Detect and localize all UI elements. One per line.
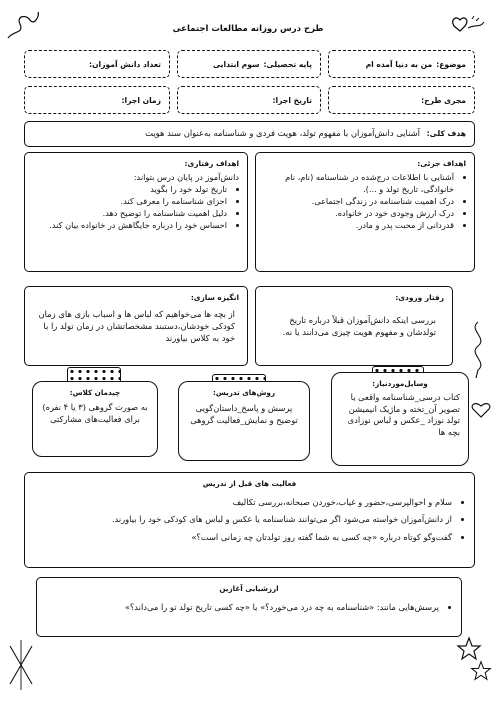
students-count-label: تعداد دانش آموزان: (89, 60, 161, 69)
teacher-label: مجری طرح: (421, 96, 466, 105)
teacher-box (328, 86, 475, 114)
list-item: • تاریخ تولد خود را بگوید (33, 184, 227, 196)
entry-behavior-box (255, 286, 453, 366)
list-item: • پرسش‌هایی مانند: «شناسنامه به چه درد می‌خورد؟» یا «چه کسی تاریخ تولد تو را می‌داند؟» (47, 601, 439, 613)
list-item: • اجزای شناسنامه را معرفی کند. (33, 196, 227, 208)
teaching-methods-text: پرسش و پاسخ_داستان‌گویی توضیح و نمایش_فعالیت گروهی (190, 403, 298, 426)
star-doodle-icon (470, 660, 492, 682)
behavioral-goals-box (24, 152, 248, 272)
time-box (24, 86, 170, 114)
materials-title: وسایل‌موردنیاز: (372, 379, 428, 388)
partial-goals-list (264, 172, 466, 231)
initial-assessment-title: ارزشیابی آغازین (219, 584, 279, 593)
partial-goals-box (255, 152, 475, 272)
pre-activities-list (35, 494, 464, 546)
motivation-text: از بچه ها می‌خواهیم که لباس ها و اسباب بازی های زمان کودکی خودشان،دستبند مشخصاتشان در زمان تولد را با خود به کلاس بیاورند (38, 309, 235, 344)
date-label: تاریخ اجرا: (272, 96, 312, 105)
behavioral-goals-list (33, 184, 239, 232)
grade-label: پایه تحصیلی: (263, 60, 312, 69)
page-title: طرح درس روزانه مطالعات اجتماعی (172, 24, 324, 34)
teaching-methods-title: روش‌های تدریس: (212, 388, 276, 397)
pre-activities-box (24, 472, 475, 568)
swirl-doodle-icon (466, 320, 490, 380)
date-box (177, 86, 321, 114)
heart-doodle-icon (470, 400, 492, 420)
list-item: • احساس خود را درباره جایگاهش در خانواده بیان کند. (33, 220, 227, 232)
list-item: • آشنایی با اطلاعات درج‌شده در شناسنامه (نام، نام خانوادگی، تاریخ تولد و ...). (264, 172, 454, 196)
topic-box (328, 50, 475, 78)
list-item: • دلیل اهمیت شناسنامه را توضیح دهد. (33, 208, 227, 220)
partial-goals-title: اهداف جزئی: (417, 159, 466, 168)
initial-assessment-box (36, 577, 462, 637)
overall-goal-text: آشنایی دانش‌آموزان با مفهوم تولد، هویت فردی و شناسنامه به‌عنوان سند هویت (145, 128, 420, 138)
behavioral-goals-title: اهداف رفتاری: (184, 159, 239, 168)
motivation-title: انگیزه سازی: (190, 293, 239, 302)
topic-label: موضوع: (436, 60, 466, 69)
overall-goal-box (24, 121, 475, 147)
overall-goal-label: هدف کلی: (426, 129, 466, 138)
list-item: • درک ارزش وجودی خود در خانواده. (264, 208, 454, 220)
pre-activities-title: فعالیت های قبل از تدریس (202, 479, 297, 488)
entry-behavior-title: رفتار ورودی: (395, 293, 444, 302)
topic-value: من به دنیا آمده ام (365, 60, 433, 69)
behavioral-goals-intro: دانش‌آموز در پایان درس بتواند: (133, 172, 239, 182)
list-item: • سلام و احوالپرسی،حضور و غیاب،خوردن صبحانه،بررسی تکالیف (35, 494, 452, 511)
grade-value: سوم ابتدایی (212, 60, 260, 69)
initial-assessment-list (47, 601, 451, 613)
time-label: زمان اجرا: (121, 96, 161, 105)
star-doodle-icon (456, 636, 482, 662)
materials-text: کتاب درسی_شناسنامه واقعی یا تصویر آن_تخته و ماژیک انیمیشن تولد نوزاد _عکس و لباس نوزادی بچه ها (347, 392, 460, 437)
list-item: • قدردانی از محبت پدر و مادر. (264, 220, 454, 232)
grade-box (177, 50, 321, 78)
list-item: • از دانش‌آموزان خواسته می‌شود اگر می‌توانند شناسنامه یا عکس و لباس های کودکی خود را بیاورند. (35, 511, 452, 528)
students-count-box (24, 50, 170, 78)
class-arrangement-card (32, 381, 158, 457)
motivation-box (24, 286, 248, 366)
teaching-methods-card (178, 381, 310, 461)
sparkle-doodle-icon (6, 640, 36, 690)
list-item: • گفت‌وگو کوتاه درباره «چه کسی به شما گفته روز تولدتان چه زمانی است؟» (35, 529, 452, 546)
list-item: • درک اهمیت شناسنامه در زندگی اجتماعی. (264, 196, 454, 208)
class-arrangement-text: به صورت گروهی (۳ یا ۴ نفره) برای فعالیت‌های مشارکتی (42, 402, 148, 425)
entry-behavior-text: بررسی اینکه دانش‌آموزان قبلاً درباره تاریخ تولدشان و مفهوم هویت چیزی می‌دانند یا نه. (282, 315, 436, 338)
materials-card (331, 372, 469, 466)
class-arrangement-title: چیدمان کلاس: (69, 388, 121, 397)
